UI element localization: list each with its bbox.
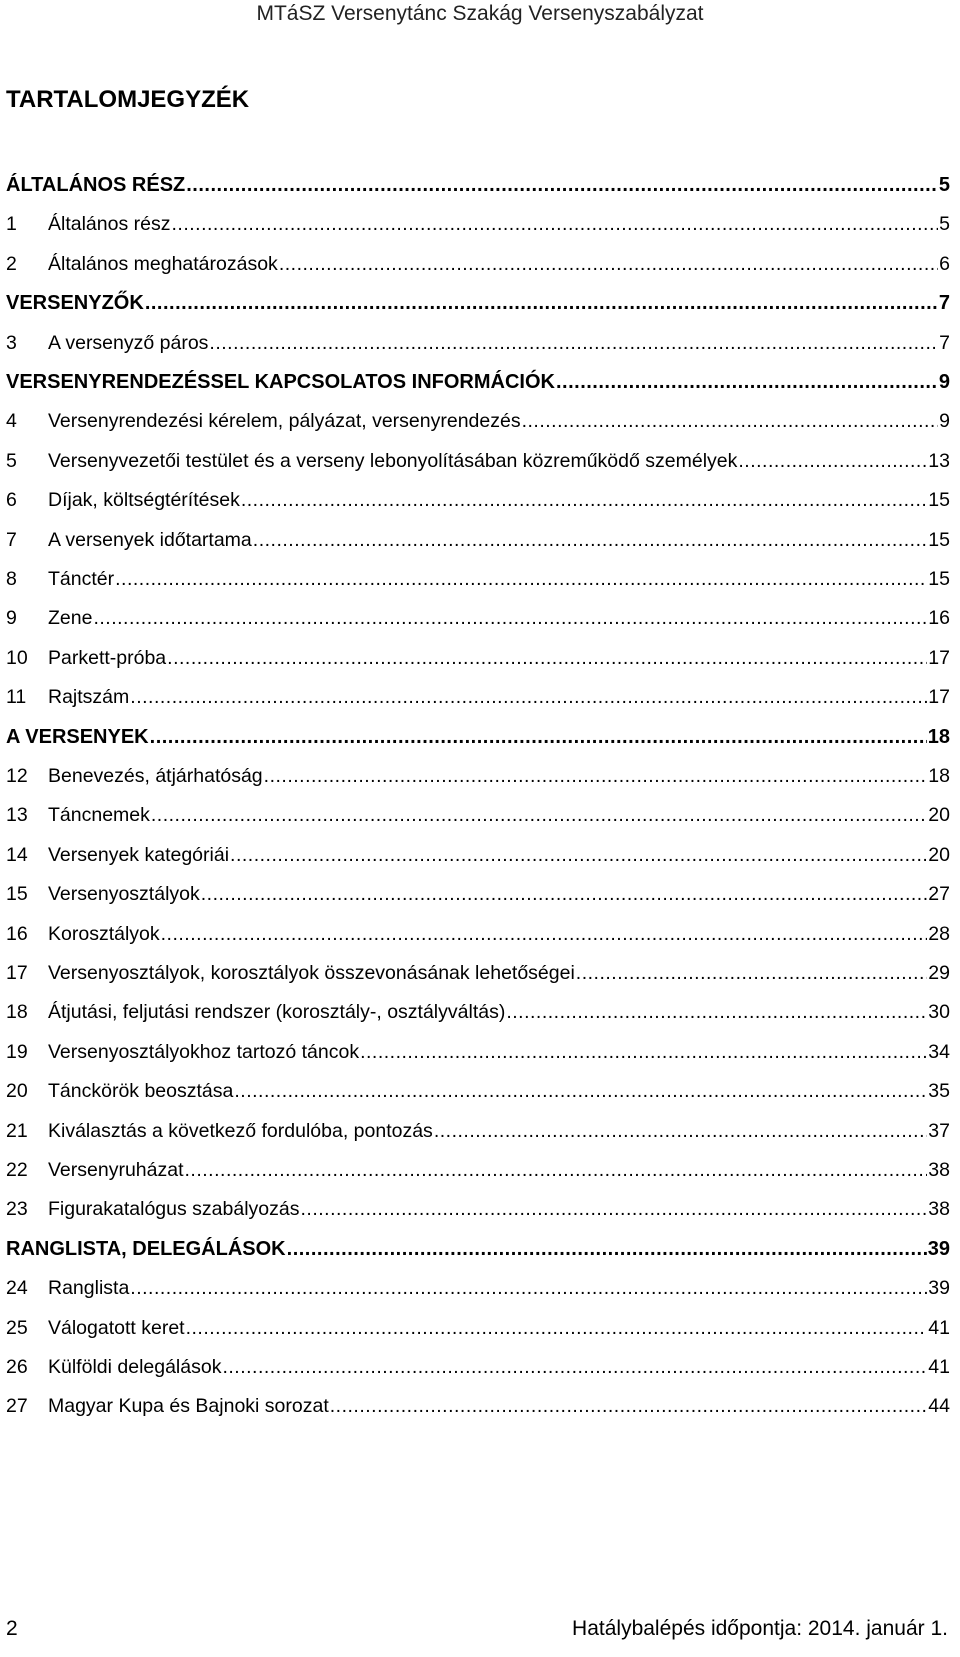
toc-dot-leader (287, 1234, 927, 1264)
toc-entry-page: 15 (928, 489, 950, 511)
toc-entry-page: 9 (938, 371, 950, 393)
toc-entry-number: 26 (6, 1356, 28, 1378)
toc-entry-label: Figurakatalógus szabályozás (48, 1198, 300, 1220)
toc-entry-label: Tánckörök beosztása (48, 1080, 234, 1102)
toc-entry-label: Kiválasztás a következő fordulóba, pontozás (48, 1120, 433, 1142)
toc-entry-label: Átjutási, feljutási rendszer (korosztály-, osztályváltás) (48, 1001, 506, 1023)
toc-entry-label: Válogatott keret (48, 1317, 185, 1339)
toc-entry-page: 17 (928, 686, 950, 708)
toc-entry[interactable] (6, 1076, 950, 1106)
toc-entry-number: 16 (6, 923, 28, 945)
toc-entry-number: 11 (6, 686, 27, 708)
toc-entry-label: Táncnemek (48, 804, 150, 826)
toc-entry-number: 3 (6, 332, 17, 354)
toc-dot-leader (360, 1037, 927, 1067)
toc-entry-number: 21 (6, 1120, 28, 1142)
toc-dot-leader (186, 170, 938, 200)
running-header: MTáSZ Versenytánc Szakág Versenyszabályzat (256, 2, 704, 25)
toc-entry[interactable] (6, 406, 950, 436)
toc-entry-number: 27 (6, 1395, 28, 1417)
toc-entry-page: 39 (928, 1277, 950, 1299)
toc-dot-leader (300, 1194, 927, 1224)
toc-entry[interactable] (6, 1273, 950, 1303)
toc-entry-number: 25 (6, 1317, 28, 1339)
toc-entry[interactable] (6, 761, 950, 791)
toc-entry[interactable] (6, 446, 950, 476)
toc-dot-leader (130, 1273, 927, 1303)
toc-entry-number: 22 (6, 1159, 28, 1181)
toc-entry-label: Ranglista (48, 1277, 130, 1299)
toc-entry-page: 17 (928, 647, 950, 669)
toc-entry[interactable] (6, 1037, 950, 1067)
toc-entry[interactable] (6, 1155, 950, 1185)
toc-title: TARTALOMJEGYZÉK (6, 86, 250, 113)
toc-entry[interactable] (6, 1391, 950, 1421)
toc-dot-leader (151, 800, 927, 830)
toc-dot-leader (434, 1116, 927, 1146)
toc-entry-number: 12 (6, 765, 28, 787)
toc-entry-page: 15 (928, 568, 950, 590)
toc-entry-label: ÁLTALÁNOS RÉSZ (6, 174, 186, 196)
toc-entry-label: RANGLISTA, DELEGÁLÁSOK (6, 1238, 286, 1260)
toc-entry-number: 8 (6, 568, 17, 590)
toc-entry[interactable] (6, 840, 950, 870)
toc-entry-number: 9 (6, 607, 17, 629)
toc-entry-page: 20 (928, 804, 950, 826)
toc-entry-number: 2 (6, 253, 17, 275)
toc-entry-number: 20 (6, 1080, 28, 1102)
toc-entry[interactable] (6, 997, 950, 1027)
toc-entry-number: 24 (6, 1277, 28, 1299)
toc-dot-leader (576, 958, 928, 988)
toc-entry-page: 6 (939, 253, 950, 275)
toc-dot-leader (279, 249, 938, 279)
footer-page-number: 2 (6, 1617, 18, 1640)
toc-entry[interactable] (6, 1194, 950, 1224)
toc-entry[interactable] (6, 1116, 950, 1146)
toc-entry-page: 20 (928, 844, 950, 866)
toc-dot-leader (264, 761, 928, 791)
toc-entry-label: A VERSENYEK (6, 726, 149, 748)
toc-dot-leader (201, 879, 928, 909)
toc-entry-label: Versenyosztályokhoz tartozó táncok (48, 1041, 360, 1063)
toc-entry-label: Versenyosztályok (48, 883, 200, 905)
toc-entry-number: 13 (6, 804, 28, 826)
toc-entry-page: 18 (928, 765, 950, 787)
toc-dot-leader (241, 485, 927, 515)
toc-dot-leader (738, 446, 927, 476)
toc-entry-page: 27 (928, 883, 950, 905)
toc-entry[interactable] (6, 919, 950, 949)
toc-entry-number: 7 (6, 529, 17, 551)
toc-dot-leader (93, 603, 927, 633)
toc-dot-leader (330, 1391, 928, 1421)
toc-entry-number: 6 (6, 489, 17, 511)
toc-entry[interactable] (6, 209, 950, 239)
toc-section-entry[interactable] (6, 1234, 950, 1264)
toc-section-entry[interactable] (6, 722, 950, 752)
toc-entry-label: Díjak, költségtérítések (48, 489, 240, 511)
toc-section-entry[interactable] (6, 170, 950, 200)
toc-entry[interactable] (6, 800, 950, 830)
toc-entry-page: 7 (939, 332, 950, 354)
toc-dot-leader (253, 525, 928, 555)
toc-entry[interactable] (6, 682, 950, 712)
toc-entry-number: 18 (6, 1001, 28, 1023)
toc-entry-page: 41 (928, 1356, 950, 1378)
toc-entry-label: Versenyrendezési kérelem, pályázat, versenyrendezés (48, 410, 521, 432)
toc-entry-label: Magyar Kupa és Bajnoki sorozat (48, 1395, 329, 1417)
toc-entry-page: 28 (928, 923, 950, 945)
toc-entry-label: Versenyosztályok, korosztályok összevonásának lehetőségei (48, 962, 575, 984)
toc-entry-page: 30 (928, 1001, 950, 1023)
toc-entry-number: 19 (6, 1041, 28, 1063)
toc-entry-label: Versenyvezetői testület és a verseny lebonyolításában közreműködő személyek (48, 450, 738, 472)
toc-entry-page: 9 (939, 410, 950, 432)
toc-entry-label: Általános meghatározások (48, 253, 278, 275)
toc-entry-page: 44 (928, 1395, 950, 1417)
toc-entry-label: Rajtszám (48, 686, 130, 708)
toc-entry[interactable] (6, 643, 950, 673)
toc-entry-label: Parkett-próba (48, 647, 167, 669)
toc-entry-page: 38 (928, 1198, 950, 1220)
toc-entry-page: 5 (939, 213, 950, 235)
toc-entry[interactable] (6, 525, 950, 555)
toc-entry-page: 38 (928, 1159, 950, 1181)
toc-entry-number: 1 (6, 213, 17, 235)
toc-entry-label: Korosztályok (48, 923, 160, 945)
toc-entry-page: 29 (928, 962, 950, 984)
toc-entry-page: 37 (928, 1120, 950, 1142)
toc-dot-leader (115, 564, 927, 594)
toc-entry-number: 5 (6, 450, 17, 472)
toc-dot-leader (185, 1155, 928, 1185)
toc-dot-leader (234, 1076, 927, 1106)
toc-section-entry[interactable] (6, 367, 950, 397)
toc-entry-number: 23 (6, 1198, 28, 1220)
toc-dot-leader (230, 840, 927, 870)
toc-entry-label: Külföldi delegálások (48, 1356, 222, 1378)
toc-entry[interactable] (6, 249, 950, 279)
toc-section-entry[interactable] (6, 288, 950, 318)
toc-entry-page: 16 (928, 607, 950, 629)
toc-entry[interactable] (6, 879, 950, 909)
toc-dot-leader (222, 1352, 927, 1382)
toc-dot-leader (186, 1313, 928, 1343)
toc-dot-leader (522, 406, 939, 436)
toc-dot-leader (145, 288, 938, 318)
toc-entry-number: 15 (6, 883, 28, 905)
toc-entry-page: 5 (938, 174, 950, 196)
toc-entry-label: Versenyek kategóriái (48, 844, 230, 866)
toc-entry-page: 35 (928, 1080, 950, 1102)
toc-entry-number: 4 (6, 410, 17, 432)
toc-entry[interactable] (6, 1313, 950, 1343)
toc-entry-label: Versenyruházat (48, 1159, 184, 1181)
toc-entry[interactable] (6, 1352, 950, 1382)
toc-entry-label: A versenyző páros (48, 332, 209, 354)
footer-effective-date: Hatálybalépés időpontja: 2014. január 1. (572, 1617, 948, 1640)
toc-entry-label: A versenyek időtartama (48, 529, 252, 551)
toc-entry[interactable] (6, 328, 950, 358)
toc-dot-leader (171, 209, 938, 239)
toc-entry-label: Benevezés, átjárhatóság (48, 765, 263, 787)
toc-dot-leader (167, 643, 927, 673)
toc-entry-page: 15 (928, 529, 950, 551)
toc-entry-label: Tánctér (48, 568, 115, 590)
toc-entry[interactable] (6, 564, 950, 594)
toc-dot-leader (161, 919, 928, 949)
toc-entry-page: 7 (938, 292, 950, 314)
toc-entry-number: 17 (6, 962, 28, 984)
toc-entry-page: 34 (928, 1041, 950, 1063)
toc-entry[interactable] (6, 958, 950, 988)
toc-entry-page: 13 (928, 450, 950, 472)
toc-dot-leader (506, 997, 927, 1027)
toc-entry-label: Általános rész (48, 213, 171, 235)
toc-entry-number: 10 (6, 647, 28, 669)
toc-entry-label: Zene (48, 607, 93, 629)
toc-entry-page: 39 (927, 1238, 950, 1260)
toc-entry-number: 14 (6, 844, 28, 866)
toc-entry-page: 41 (928, 1317, 950, 1339)
toc-entry-label: VERSENYZŐK (6, 292, 144, 314)
toc-entry-label: VERSENYRENDEZÉSSEL KAPCSOLATOS INFORMÁCIÓK (6, 371, 555, 393)
toc-dot-leader (556, 367, 938, 397)
toc-dot-leader (150, 722, 927, 752)
toc-entry[interactable] (6, 485, 950, 515)
toc-dot-leader (130, 682, 927, 712)
toc-dot-leader (209, 328, 938, 358)
toc-entry[interactable] (6, 603, 950, 633)
toc-entry-page: 18 (927, 726, 950, 748)
